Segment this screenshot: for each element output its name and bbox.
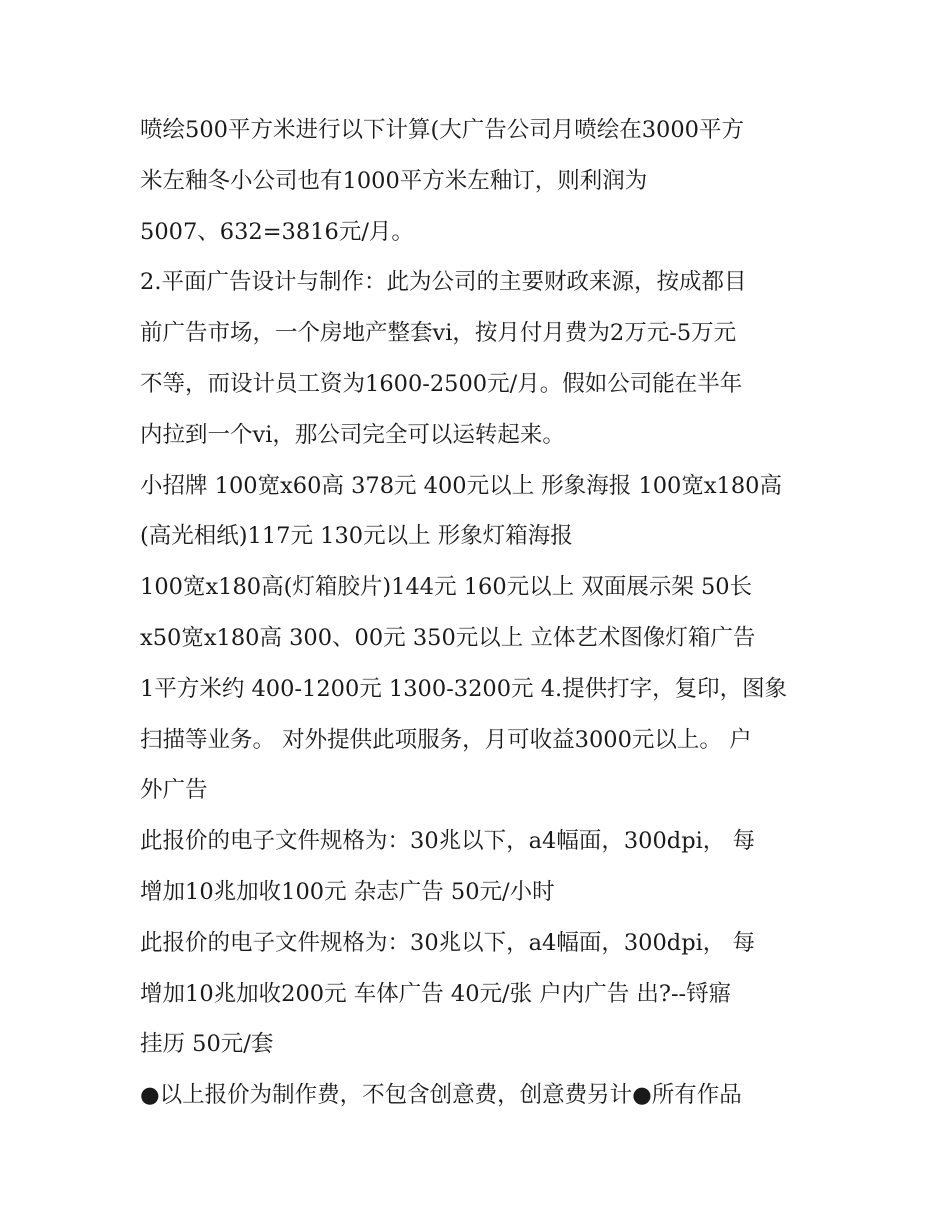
text-line: 内拉到一个vi，那公司完全可以运转起来。 bbox=[140, 421, 565, 448]
text-line: 增加10兆加收100元 杂志广告 50元/小时 bbox=[140, 878, 555, 905]
text-line: 挂历 50元/套 bbox=[140, 1031, 274, 1058]
text-line: 喷绘500平方米进行以下计算(大广告公司月喷绘在3000平方 bbox=[140, 117, 744, 143]
text-line: 米左釉冬小公司也有1000平方米左釉订，则利润为 bbox=[140, 167, 648, 194]
text-line: 100宽x180高(灯箱胶片)144元 160元以上 双面展示架 50长 bbox=[140, 574, 753, 601]
text-line: 增加10兆加收200元 车体广告 40元/张 户内广告 出?--锊寤 bbox=[140, 980, 732, 1007]
text-line: 此报价的电子文件规格为：30兆以下，a4幅面，300dpi， 每 bbox=[140, 828, 755, 855]
text-line: 2.平面广告设计与制作：此为公司的主要财政来源，按成都目 bbox=[140, 269, 747, 296]
text-line: 此报价的电子文件规格为：30兆以下，a4幅面，300dpi， 每 bbox=[140, 929, 755, 956]
text-line: (高光相纸)117元 130元以上 形象灯箱海报 bbox=[140, 523, 573, 550]
text-line: 扫描等业务。 对外提供此项服务，月可收益3000元以上。 户 bbox=[140, 726, 752, 753]
text-line: x50宽x180高 300、00元 350元以上 立体艺术图像灯箱广告 bbox=[140, 624, 756, 651]
text-line: 5007、632=3816元/月。 bbox=[140, 218, 414, 245]
text-line: ●以上报价为制作费，不包含创意费，创意费另计●所有作品 bbox=[140, 1082, 742, 1109]
text-line: 外广告 bbox=[140, 777, 208, 804]
text-line: 小招牌 100宽x60高 378元 400元以上 形象海报 100宽x180高 bbox=[140, 472, 782, 499]
text-line: 1平方米约 400-1200元 1300-3200元 4.提供打字，复印，图象 bbox=[140, 675, 788, 702]
text-line: 前广告市场，一个房地产整套vi，按月付月费为2万元-5万元 bbox=[140, 320, 737, 347]
document-body bbox=[140, 105, 820, 1121]
text-line: 不等，而设计员工资为1600-2500元/月。假如公司能在半年 bbox=[140, 370, 743, 397]
